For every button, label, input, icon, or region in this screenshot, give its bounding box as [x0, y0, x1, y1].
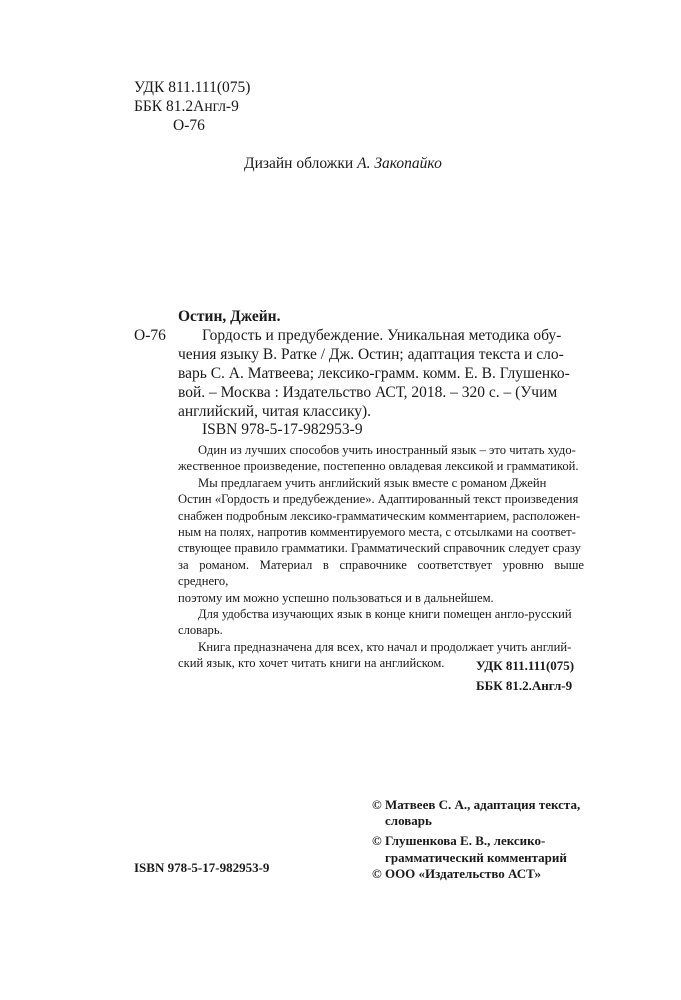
annotation-line: словарь.	[178, 623, 223, 638]
copyright-line: © ООО «Издательство АСТ»	[372, 865, 542, 881]
classification	[476, 658, 574, 695]
copyright-line: © Глушенкова Е. В., лексико-	[372, 833, 546, 849]
annotation-line: ский язык, кто хочет читать книги на английском.	[178, 656, 445, 671]
header-codes	[134, 78, 250, 135]
cover-design-label: Дизайн обложки	[244, 155, 358, 172]
annotation-line: Книга предназначена для всех, кто начал и продолжает учить англий-	[198, 639, 572, 654]
entry-isbn: ISBN 978-5-17-982953-9	[202, 421, 363, 438]
annotation-line: Один из лучших способов учить иностранный язык – это читать худо-	[198, 443, 576, 457]
entry-line: Гордость и предубеждение. Уникальная методика обу-	[202, 327, 562, 344]
copyright-ast	[372, 866, 580, 882]
entry-line: вой. – Москва : Издательство АСТ, 2018. – 320 с. – (Учим	[178, 384, 558, 401]
annotation-line: Мы предлагаем учить английский язык вместе с романом Джейн	[198, 475, 547, 490]
entry-line: варь С. А. Матвеева; лексико-грамм. комм. Е. В. Глушенко-	[178, 365, 570, 382]
footer-isbn: ISBN 978-5-17-982953-9	[134, 860, 270, 875]
annotation-line: за романом. Материал в справочнике соответствует уровню выше среднего,	[178, 557, 584, 589]
annotation-line: снабжен подробным лексико-грамматическим комментарием, расположен-	[178, 508, 581, 523]
annotation	[178, 442, 584, 672]
annotation-line: Остин «Гордость и предубеждение». Адаптированный текст произведения	[178, 492, 579, 507]
entry-code: О-76	[134, 327, 166, 344]
entry-line: английский, читая классику).	[178, 403, 372, 420]
header-code: О-76	[173, 117, 205, 134]
cover-design-credit	[244, 154, 442, 173]
annotation-line: ным на полях, напротив комментируемого места, с отсылками на соответ-	[178, 525, 576, 540]
copyright-glushenkova	[372, 833, 580, 865]
cover-designer-name: А. Закопайко	[357, 155, 442, 172]
entry-description	[178, 326, 584, 421]
copyright-line: © Матвеев С. А., адаптация текста,	[372, 797, 581, 812]
header-udk: УДК 811.111(075)	[134, 79, 251, 96]
classification-udk: УДК 811.111(075)	[476, 658, 575, 673]
entry-author: Остин, Джейн.	[178, 308, 281, 325]
annotation-line: Для удобства изучающих язык в конце книги помещен англо-русский	[198, 607, 572, 622]
annotation-line: поэтому им можно успешно пользоваться и в дальнейшем.	[178, 590, 494, 605]
copyright-line: словарь	[385, 813, 432, 829]
copyright-matveev	[372, 797, 580, 829]
annotation-line: жественное произведение, постепенно овладевая лексикой и грамматикой.	[178, 459, 579, 474]
copyrights	[372, 797, 580, 882]
copyright-line: грамматический комментарий	[385, 849, 567, 865]
annotation-line: ствующее правило грамматики. Грамматический справочник следует сразу	[178, 541, 581, 556]
entry-line: чения языку В. Ратке / Дж. Остин; адаптация текста и сло-	[178, 346, 564, 363]
classification-bbk: ББК 81.2.Англ-9	[476, 678, 573, 694]
header-bbk: ББК 81.2Англ-9	[134, 98, 239, 115]
